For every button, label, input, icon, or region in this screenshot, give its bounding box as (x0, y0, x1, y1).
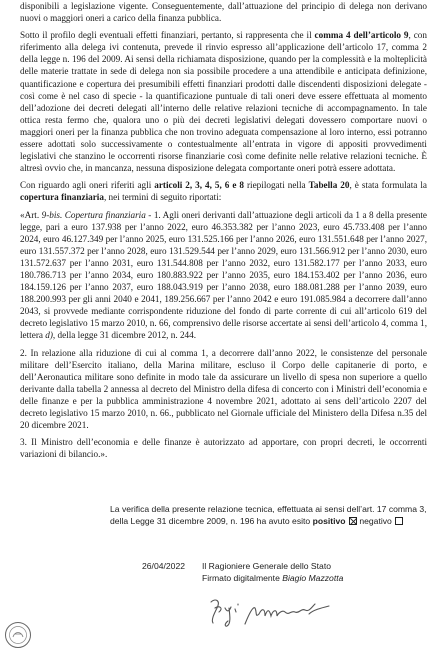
paragraph-3 (20, 179, 427, 203)
paragraph-5 (20, 347, 427, 432)
text-segment: 9-bis. Copertura finanziaria (41, 209, 146, 220)
text-segment: d) (45, 330, 53, 341)
paragraph-1 (20, 0, 427, 24)
verification-text: La verifica della presente relazione tecnica, effettuata ai sensi dell’art. 17 comma 3, della Legge 31 dicembre 2009, n. 196 ha avuto esito (110, 504, 427, 526)
negative-option (359, 516, 403, 526)
negative-checkbox-icon (395, 517, 403, 525)
paragraph-4 (20, 209, 427, 342)
text-segment: - 1. Agli oneri derivanti dall’attuazione degli articoli da 1 a 8 della presente legge, pari a euro 137.938 per l’anno 2022, euro 46.353.382 per l’anno 2023, euro 45.733.408 per l’anno 2024, euro 46.127.349 per l’anno 2025, euro 131.525.166 per l’anno 2026, euro 131.551.648 per l’anno 2027, euro 131.557.372 per l’anno 2028, euro 131.529.544 per l’anno 2029, euro 131.566.912 per l’anno 2030, euro 131.572.637 per l’anno 2031, euro 131.544.808 per l’anno 2032, euro 131.582.177 per l’anno 2033, euro 180.786.713 per l’anno 2034, euro 180.883.922 per l’anno 2035, euro 184.153.402 per l’anno 2036, euro 184.159.126 per l’anno 2037, euro 188.043.919 per l’anno 2038, euro 188.081.288 per l’anno 2039, euro 188.200.993 per gli anni 2040 e 2041, 189.256.667 per l’anno 2042 e euro 191.085.984 a decorrere dall’anno 2043, si provvede mediante corrispondente riduzione del fondo di parte corrente di cui all’articolo 619 del decreto legislativo 15 marzo 2010, n. 66, comprensivo delle risorse accertate ai sensi dell’articolo 4, comma 1, lettera (20, 209, 427, 341)
text-segment: riepilogati nella (244, 180, 309, 191)
text-segment: Con riguardo agli oneri riferiti agli (20, 180, 155, 191)
text-segment: disponibili a legislazione vigente. Conseguentemente, dall’attuazione del principio di delega non derivano nuovi o maggiori oneri a carico della finanza pubblica. (20, 1, 427, 24)
positive-label: positivo (312, 516, 346, 526)
text-segment: , della legge 31 dicembre 2012, n. 244. (52, 330, 197, 341)
text-segment: 2. In relazione alla riduzione di cui al comma 1, a decorrere dall’anno 2022, le consistenze del personale militare dell’Esercito italiano, della Marina militare, escluso il Corpo delle capitanerie di porto, e dell’Aeronautica militare sono definite in modo tale da assicurare un livello di spesa non superiore a quello derivante dalla tabella 2 annessa al decreto del Ministro della difesa di concerto con i Ministri dell’economia e delle finanze e per la pubblica amministrazione 4 novembre 2021, adottato ai sens dell’articolo 2207 del decreto legislativo 15 marzo 2010, n. 66., pubblicato nel Giornale ufficiale del Ministero della Difesa n.35 del 20 dicembre 2021. (20, 347, 427, 431)
text-segment: articoli 2, 3, 4, 5, 6 e 8 (154, 180, 244, 191)
text-segment: , è stata formulata la (349, 180, 427, 191)
text-segment: 3. Il Ministro dell’economia e delle finanze è autorizzato ad apportare, con propri decreti, le occorrenti variazioni di bilancio.». (20, 437, 427, 460)
text-segment: copertura finanziaria (20, 192, 104, 203)
paragraph-2 (20, 29, 427, 174)
text-segment: , con riferimento alla delega ivi contenuta, prevede il rinvio espresso all’applicazione dell’articolo 17, comma 2 della legge n. 196 del 2009. Ai sensi della richiamata disposizione, quando per la complessità e la molteplicità delle materie trattate in sede di delega non sia possibile procedere a una attendibile e anticipata definizione, quantificazione e copertura dei presumibili effetti finanziari prodotti dalle discendenti disposizioni delegate - così come è nel caso di specie - la quantificazione puntuale di tali oneri deve essere effettuata al momento dell’adozione dei decreti delegati all’interno delle relative relazioni tecniche di accompagnamento. In tale ottica resta fermo che, qualora uno o più dei decreti legislativi delegati dovessero comportare nuovi o maggiori oneri per la finanza pubblica che non trovino adeguata compensazione al loro interno, essi potranno essere adottati solo successivamente o contestualmente all’entrata in vigore di appositi provvedimenti legislativi che stanzino le occorrenti risorse finanziarie così come definite nelle relative relazioni tecniche. È altresì ovvio che, in mancanza, nessuna disposizione delegata comportante oneri potrà essere adottata. (20, 30, 427, 174)
paragraph-6 (20, 436, 427, 460)
negative-label: negativo (359, 516, 392, 526)
digital-signature-line (202, 572, 442, 584)
text-segment: «Art. (20, 209, 42, 220)
signature-text (202, 560, 442, 584)
document-body (20, 0, 427, 460)
text-segment: , nei termini di seguito riportati: (103, 192, 222, 203)
verification-note (110, 503, 440, 527)
text-segment: Tabella 20 (308, 180, 350, 191)
digital-signature-prefix: Firmato digitalmente (202, 573, 283, 583)
signer-name: Biagio Mazzotta (282, 573, 344, 583)
text-segment: Sotto il profilo degli eventuali effetti finanziari, pertanto, si rappresenta che il (20, 30, 315, 41)
text-segment: comma 4 dell’articolo 9 (314, 30, 409, 41)
paragraph-list (20, 0, 427, 460)
positive-checkbox-icon (349, 517, 357, 525)
official-seal-icon (4, 621, 32, 649)
signature-date: 26/04/2022 (142, 561, 186, 571)
positive-option (313, 516, 360, 526)
signatory-title: Il Ragioniere Generale dello Stato (202, 561, 331, 571)
handwritten-signature (205, 594, 335, 628)
